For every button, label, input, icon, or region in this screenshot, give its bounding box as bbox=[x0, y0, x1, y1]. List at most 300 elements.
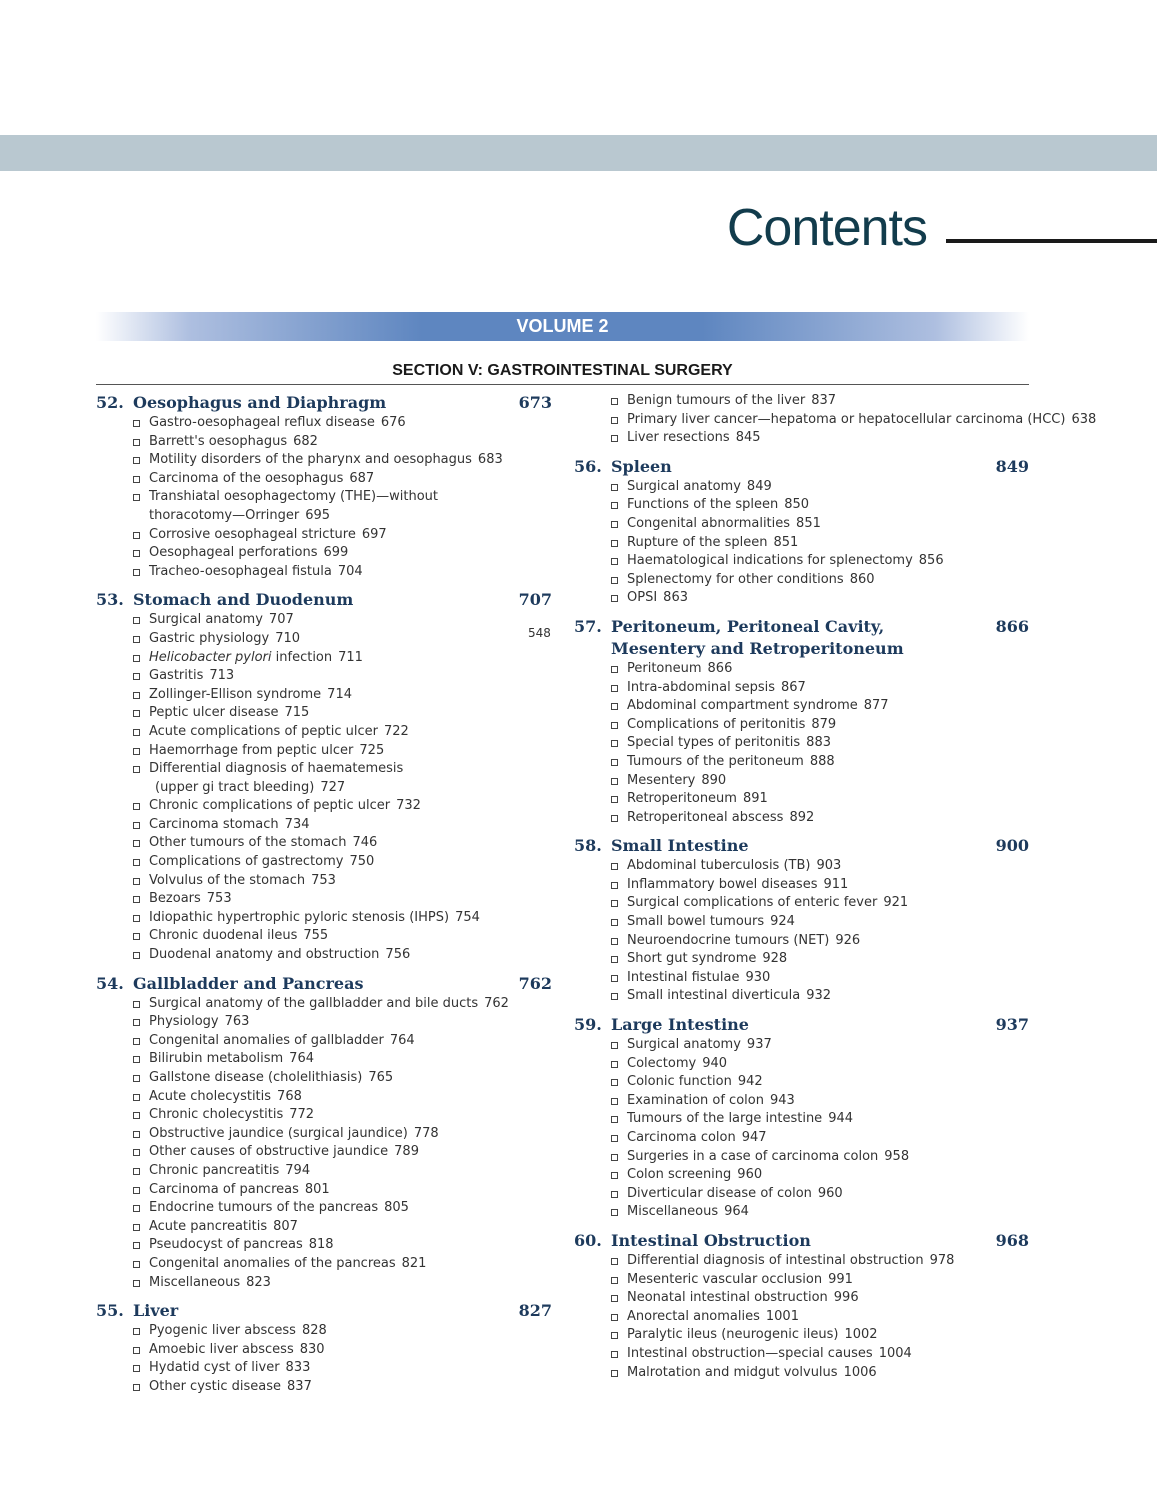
topic-text: Volvulus of the stomach 753 bbox=[149, 872, 336, 888]
topic-item bbox=[96, 544, 552, 563]
square-bullet-icon bbox=[133, 1224, 140, 1231]
topic-page: 768 bbox=[277, 1088, 302, 1104]
square-bullet-icon bbox=[133, 1328, 140, 1335]
topic-list bbox=[574, 478, 1029, 608]
topic-text: Chronic cholecystitis 772 bbox=[149, 1107, 315, 1123]
chapter-heading bbox=[96, 589, 552, 611]
chapter-title: Small Intestine bbox=[611, 836, 749, 856]
topic-item bbox=[96, 686, 552, 705]
topic-item bbox=[574, 1166, 1029, 1185]
topic-item bbox=[574, 932, 1029, 951]
square-bullet-icon bbox=[133, 1075, 140, 1082]
square-bullet-icon bbox=[133, 952, 140, 959]
topic-text: Barrett's oesophagus 682 bbox=[149, 433, 318, 449]
topic-item bbox=[96, 1181, 552, 1200]
topic-page: 755 bbox=[303, 928, 329, 944]
square-bullet-icon bbox=[133, 1094, 140, 1101]
topic-item bbox=[96, 563, 552, 582]
topic-text: Miscellaneous 964 bbox=[627, 1204, 749, 1220]
page-number: 548 bbox=[528, 626, 551, 640]
chapter-title: Oesophagus and Diaphragm bbox=[133, 393, 387, 412]
chapter-entry bbox=[96, 1300, 552, 1396]
square-bullet-icon bbox=[611, 1098, 618, 1105]
topic-page: 1006 bbox=[843, 1364, 877, 1380]
topic-page: 715 bbox=[284, 705, 310, 721]
topic-text: Gallstone disease (cholelithiasis) 765 bbox=[149, 1070, 394, 1085]
toc-column-left bbox=[96, 392, 552, 1397]
square-bullet-icon bbox=[611, 595, 618, 602]
square-bullet-icon bbox=[133, 1001, 140, 1008]
topic-text: Surgeries in a case of carcinoma colon 958 bbox=[627, 1148, 910, 1164]
square-bullet-icon bbox=[133, 439, 140, 446]
topic-page: 943 bbox=[769, 1092, 795, 1108]
square-bullet-icon bbox=[133, 550, 140, 557]
topic-item bbox=[574, 1252, 1029, 1271]
chapter-number: 55. bbox=[96, 1301, 124, 1321]
topic-item bbox=[574, 589, 1029, 608]
topic-text: Colonic function 942 bbox=[627, 1074, 763, 1090]
topic-page: 801 bbox=[304, 1181, 330, 1197]
topic-page: 818 bbox=[308, 1237, 334, 1253]
square-bullet-icon bbox=[611, 1042, 618, 1049]
topic-text: Other cystic disease 837 bbox=[149, 1378, 312, 1394]
header-band bbox=[0, 135, 1157, 171]
square-bullet-icon bbox=[611, 1172, 618, 1179]
square-bullet-icon bbox=[133, 1205, 140, 1212]
square-bullet-icon bbox=[133, 532, 140, 539]
topic-text: Motility disorders of the pharynx and oesophagus 683 bbox=[149, 452, 503, 468]
topic-page: 1004 bbox=[878, 1345, 912, 1361]
topic-item bbox=[574, 1308, 1029, 1327]
topic-page: 710 bbox=[275, 630, 301, 646]
square-bullet-icon bbox=[133, 476, 140, 483]
topic-item bbox=[574, 534, 1029, 553]
topic-item bbox=[574, 1036, 1029, 1055]
topic-item bbox=[96, 611, 552, 630]
chapter-entry bbox=[574, 616, 1029, 827]
topic-text: Gastro-oesophageal reflux disease 676 bbox=[149, 415, 406, 430]
topic-text: Rupture of the spleen 851 bbox=[627, 534, 799, 550]
topic-item bbox=[96, 909, 552, 928]
topic-page: 828 bbox=[301, 1323, 327, 1339]
topic-text: Diverticular disease of colon 960 bbox=[627, 1185, 843, 1201]
chapter-page: 673 bbox=[518, 393, 552, 412]
square-bullet-icon bbox=[611, 759, 618, 766]
topic-item bbox=[96, 1088, 552, 1107]
topic-item bbox=[96, 1032, 552, 1051]
topic-text: Special types of peritonitis 883 bbox=[627, 735, 831, 751]
page-title: Contents bbox=[726, 199, 927, 257]
square-bullet-icon bbox=[133, 1019, 140, 1026]
topic-text: Splenectomy for other conditions 860 bbox=[627, 571, 875, 587]
topic-text: Carcinoma of pancreas 801 bbox=[149, 1181, 330, 1197]
topic-text: Carcinoma colon 947 bbox=[627, 1130, 767, 1145]
volume-banner: VOLUME 2 bbox=[96, 312, 1029, 341]
topic-item bbox=[574, 1185, 1029, 1204]
topic-text: Gastritis 713 bbox=[149, 668, 235, 684]
chapter-page: 968 bbox=[995, 1230, 1029, 1250]
square-bullet-icon bbox=[611, 740, 618, 747]
chapter-title: Intestinal Obstruction bbox=[611, 1230, 811, 1250]
square-bullet-icon bbox=[611, 666, 618, 673]
topic-text: Mesentery 890 bbox=[627, 772, 727, 788]
topic-page: 921 bbox=[883, 895, 909, 911]
square-bullet-icon bbox=[611, 521, 618, 528]
topic-page: 695 bbox=[305, 507, 331, 523]
topic-page: 754 bbox=[455, 909, 480, 925]
square-bullet-icon bbox=[133, 1112, 140, 1119]
topic-page: 833 bbox=[285, 1360, 311, 1376]
topic-text: Tumours of the peritoneum 888 bbox=[627, 753, 835, 769]
topic-item bbox=[574, 552, 1029, 571]
chapter-number: 59. bbox=[574, 1015, 602, 1035]
topic-page: 928 bbox=[762, 951, 788, 967]
topic-text: Small bowel tumours 924 bbox=[627, 914, 795, 930]
topic-item bbox=[96, 451, 552, 470]
topic-item bbox=[574, 1326, 1029, 1345]
topic-item bbox=[574, 950, 1029, 969]
topic-item bbox=[574, 790, 1029, 809]
topic-item bbox=[96, 927, 552, 946]
topic-page: 764 bbox=[289, 1051, 314, 1067]
topic-list bbox=[96, 611, 552, 964]
chapter-number: 58. bbox=[574, 836, 602, 856]
topic-text: Surgical anatomy 849 bbox=[627, 478, 772, 494]
topic-page: 682 bbox=[293, 433, 318, 449]
topic-text: Abdominal compartment syndrome 877 bbox=[627, 698, 889, 714]
topic-page: 830 bbox=[299, 1341, 325, 1357]
topic-text: Carcinoma of the oesophagus 687 bbox=[149, 470, 375, 486]
topic-page: 687 bbox=[349, 470, 375, 486]
topic-text: Acute cholecystitis 768 bbox=[149, 1088, 302, 1104]
topic-page: 866 bbox=[707, 660, 733, 676]
topic-item bbox=[574, 1129, 1029, 1148]
topic-item bbox=[574, 1148, 1029, 1167]
square-bullet-icon bbox=[611, 417, 618, 424]
topic-text: Duodenal anatomy and obstruction 756 bbox=[149, 947, 411, 963]
topic-item bbox=[574, 969, 1029, 988]
chapter-heading bbox=[96, 392, 552, 414]
square-bullet-icon bbox=[133, 636, 140, 643]
chapter-entry bbox=[96, 392, 552, 581]
square-bullet-icon bbox=[611, 1258, 618, 1265]
square-bullet-icon bbox=[611, 1351, 618, 1358]
square-bullet-icon bbox=[611, 1154, 618, 1161]
topic-page: 850 bbox=[784, 497, 810, 513]
topic-item bbox=[96, 1125, 552, 1144]
topic-page: 823 bbox=[246, 1274, 271, 1290]
chapter-spacer bbox=[574, 448, 1029, 456]
square-bullet-icon bbox=[133, 655, 140, 662]
square-bullet-icon bbox=[611, 722, 618, 729]
chapter-heading bbox=[574, 456, 1029, 478]
topic-page: 888 bbox=[809, 753, 835, 769]
square-bullet-icon bbox=[133, 766, 140, 773]
square-bullet-icon bbox=[611, 882, 618, 889]
topic-item bbox=[574, 1055, 1029, 1074]
topic-text: OPSI 863 bbox=[627, 590, 688, 606]
topic-page: 727 bbox=[320, 779, 346, 795]
square-bullet-icon bbox=[133, 840, 140, 847]
topic-page: 734 bbox=[284, 816, 310, 832]
topic-text: Amoebic liver abscess 830 bbox=[149, 1341, 325, 1357]
topic-item bbox=[96, 816, 552, 835]
square-bullet-icon bbox=[133, 859, 140, 866]
topic-page: 924 bbox=[770, 914, 795, 930]
square-bullet-icon bbox=[611, 778, 618, 785]
topic-text: Colectomy 940 bbox=[627, 1055, 728, 1071]
topic-item bbox=[574, 1364, 1029, 1383]
topic-page: 725 bbox=[359, 742, 385, 758]
topic-item bbox=[96, 1069, 552, 1088]
topic-page: 851 bbox=[773, 534, 799, 550]
chapter-heading bbox=[574, 616, 1029, 660]
topic-text: Congenital anomalies of the pancreas 821 bbox=[149, 1255, 427, 1271]
square-bullet-icon bbox=[611, 1079, 618, 1086]
topic-item bbox=[574, 1203, 1029, 1222]
topic-page: 849 bbox=[746, 478, 772, 494]
topic-item bbox=[96, 723, 552, 742]
square-bullet-icon bbox=[611, 1061, 618, 1068]
topic-text: Transhiatal oesophagectomy (THE)—without bbox=[149, 489, 438, 505]
square-bullet-icon bbox=[611, 1116, 618, 1123]
topic-text: Mesenteric vascular occlusion 991 bbox=[627, 1271, 853, 1287]
topic-page: 722 bbox=[383, 723, 409, 739]
chapter-entry bbox=[574, 1014, 1029, 1222]
square-bullet-icon bbox=[133, 1131, 140, 1138]
topic-page: 805 bbox=[384, 1200, 409, 1216]
topic-text: Examination of colon 943 bbox=[627, 1092, 795, 1108]
topic-item bbox=[574, 913, 1029, 932]
title-rule bbox=[946, 239, 1157, 243]
square-bullet-icon bbox=[133, 896, 140, 903]
square-bullet-icon bbox=[133, 494, 140, 501]
topic-text: Benign tumours of the liver 837 bbox=[627, 393, 837, 408]
topic-item bbox=[574, 411, 1097, 430]
topic-continuation: (upper gi tract bleeding) 727 bbox=[155, 779, 346, 795]
topic-item bbox=[574, 772, 1029, 791]
topic-page: 753 bbox=[311, 872, 336, 888]
topic-text: Liver resections 845 bbox=[627, 430, 761, 446]
topic-item bbox=[96, 1162, 552, 1181]
topic-page: 765 bbox=[368, 1070, 394, 1085]
square-bullet-icon bbox=[133, 878, 140, 885]
chapter-number: 54. bbox=[96, 973, 124, 993]
topic-text: Differential diagnosis of haematemesis bbox=[149, 761, 404, 777]
topic-page: 860 bbox=[849, 571, 875, 587]
chapter-title: Stomach and Duodenum bbox=[133, 590, 354, 610]
topic-text: Surgical anatomy 707 bbox=[149, 612, 294, 628]
chapter-number: 57. bbox=[574, 616, 602, 636]
topic-text: Primary liver cancer—hepatoma or hepatocellular carcinoma (HCC) 638 bbox=[627, 411, 1097, 427]
topic-text: Differential diagnosis of intestinal obstruction 978 bbox=[627, 1252, 955, 1268]
topic-item bbox=[574, 987, 1029, 1006]
topic-page: 863 bbox=[663, 590, 688, 606]
topic-item bbox=[96, 760, 552, 797]
topic-text: Complications of gastrectomy 750 bbox=[149, 854, 375, 870]
chapter-title: Large Intestine bbox=[611, 1015, 749, 1035]
square-bullet-icon bbox=[133, 617, 140, 624]
topic-list bbox=[574, 1252, 1029, 1382]
topic-list bbox=[574, 857, 1029, 1006]
topic-page: 937 bbox=[746, 1037, 772, 1053]
square-bullet-icon bbox=[611, 956, 618, 963]
topic-item bbox=[96, 1359, 552, 1378]
chapter-spacer bbox=[96, 965, 552, 973]
topic-text: Intestinal fistulae 930 bbox=[627, 969, 771, 985]
topic-item bbox=[96, 667, 552, 686]
square-bullet-icon bbox=[133, 1261, 140, 1268]
topic-text: Neuroendocrine tumours (NET) 926 bbox=[627, 932, 861, 948]
topic-page: 807 bbox=[273, 1218, 298, 1234]
topic-item bbox=[96, 890, 552, 909]
chapter-title: Spleen bbox=[611, 456, 672, 476]
topic-item bbox=[96, 797, 552, 816]
square-bullet-icon bbox=[133, 457, 140, 464]
topic-page: 821 bbox=[401, 1255, 427, 1271]
chapter-page: 827 bbox=[518, 1301, 552, 1321]
topic-item bbox=[96, 488, 552, 525]
topic-page: 683 bbox=[477, 452, 503, 468]
square-bullet-icon bbox=[611, 993, 618, 1000]
topic-item bbox=[574, 1271, 1029, 1290]
square-bullet-icon bbox=[133, 822, 140, 829]
topic-text: Oesophageal perforations 699 bbox=[149, 545, 349, 561]
topic-page: 879 bbox=[811, 716, 837, 732]
topic-text: Other tumours of the stomach 746 bbox=[149, 835, 378, 851]
square-bullet-icon bbox=[133, 420, 140, 427]
topic-text: Paralytic ileus (neurogenic ileus) 1002 bbox=[627, 1327, 878, 1343]
topic-text: Corrosive oesophageal stricture 697 bbox=[149, 526, 387, 542]
topic-page: 890 bbox=[701, 772, 727, 788]
topic-item bbox=[96, 1274, 552, 1293]
chapter-page: 937 bbox=[995, 1015, 1029, 1035]
chapter-page: 762 bbox=[518, 973, 552, 993]
square-bullet-icon bbox=[611, 577, 618, 584]
topic-continuation: thoracotomy—Orringer 695 bbox=[149, 507, 331, 523]
square-bullet-icon bbox=[611, 685, 618, 692]
topic-page: 932 bbox=[806, 988, 832, 1004]
chapter-spacer bbox=[96, 1292, 552, 1300]
square-bullet-icon bbox=[133, 1242, 140, 1249]
chapter-heading bbox=[96, 973, 552, 995]
topic-page: 704 bbox=[337, 563, 363, 579]
topic-text: Hydatid cyst of liver 833 bbox=[149, 1360, 311, 1376]
chapter-spacer bbox=[574, 608, 1029, 616]
topic-text: Surgical anatomy 937 bbox=[627, 1037, 772, 1053]
topic-page: 891 bbox=[742, 791, 768, 807]
square-bullet-icon bbox=[611, 398, 618, 405]
topic-item bbox=[96, 742, 552, 761]
topic-page: 978 bbox=[929, 1252, 955, 1268]
topic-item bbox=[96, 630, 552, 649]
topic-list bbox=[96, 995, 552, 1293]
square-bullet-icon bbox=[133, 1187, 140, 1194]
topic-item bbox=[574, 1073, 1029, 1092]
topic-page: 1001 bbox=[765, 1308, 799, 1324]
square-bullet-icon bbox=[133, 1280, 140, 1287]
topic-item bbox=[96, 649, 552, 668]
topic-text: Haemorrhage from peptic ulcer 725 bbox=[149, 742, 385, 758]
topic-item bbox=[574, 716, 1029, 735]
topic-item bbox=[96, 1106, 552, 1125]
topic-list bbox=[574, 1036, 1029, 1222]
topic-text: Carcinoma stomach 734 bbox=[149, 816, 310, 832]
topic-text: Other causes of obstructive jaundice 789 bbox=[149, 1144, 419, 1160]
square-bullet-icon bbox=[133, 1365, 140, 1372]
toc-column-right bbox=[574, 392, 1097, 1382]
topic-item bbox=[574, 496, 1029, 515]
section-title: SECTION V: GASTROINTESTINAL SURGERY bbox=[392, 362, 733, 379]
topic-page: 991 bbox=[828, 1271, 853, 1287]
chapter-entry bbox=[574, 835, 1029, 1006]
topic-page: 856 bbox=[918, 553, 944, 569]
topic-page: 845 bbox=[735, 430, 761, 446]
topic-list bbox=[96, 1322, 552, 1396]
topic-text: Acute pancreatitis 807 bbox=[149, 1218, 298, 1234]
topic-text: Zollinger-Ellison syndrome 714 bbox=[149, 686, 352, 702]
topic-item bbox=[574, 392, 1029, 411]
topic-page: 944 bbox=[828, 1111, 854, 1127]
topic-item bbox=[96, 1322, 552, 1341]
topic-item bbox=[96, 1218, 552, 1237]
topic-text: Functions of the spleen 850 bbox=[627, 497, 810, 513]
topic-page: 714 bbox=[327, 686, 352, 702]
topic-text: Abdominal tuberculosis (TB) 903 bbox=[627, 858, 842, 874]
topic-page: 926 bbox=[835, 932, 861, 948]
chapter-title: Peritoneum, Peritoneal Cavity, Mesentery and Retroperitoneum bbox=[611, 616, 904, 658]
square-bullet-icon bbox=[611, 796, 618, 803]
chapter-number: 53. bbox=[96, 590, 124, 610]
topic-item bbox=[574, 515, 1029, 534]
square-bullet-icon bbox=[133, 748, 140, 755]
topic-page: 940 bbox=[702, 1055, 728, 1071]
topic-page: 877 bbox=[863, 698, 889, 714]
square-bullet-icon bbox=[133, 1168, 140, 1175]
topic-item bbox=[574, 753, 1029, 772]
topic-text: Intestinal obstruction—special causes 1004 bbox=[627, 1345, 912, 1361]
topic-item bbox=[574, 571, 1029, 590]
square-bullet-icon bbox=[133, 692, 140, 699]
topic-item bbox=[96, 704, 552, 723]
chapter-heading bbox=[574, 835, 1029, 857]
topic-page: 746 bbox=[352, 835, 378, 851]
square-bullet-icon bbox=[133, 915, 140, 922]
square-bullet-icon bbox=[133, 803, 140, 810]
chapter-heading bbox=[574, 1014, 1029, 1036]
topic-page: 713 bbox=[209, 668, 235, 684]
topic-text: Complications of peritonitis 879 bbox=[627, 716, 837, 732]
topic-item bbox=[96, 1050, 552, 1069]
topic-text: Congenital abnormalities 851 bbox=[627, 515, 821, 531]
topic-text: Bezoars 753 bbox=[149, 891, 232, 907]
topic-item bbox=[96, 433, 552, 452]
square-bullet-icon bbox=[133, 1056, 140, 1063]
topic-text: Miscellaneous 823 bbox=[149, 1274, 271, 1290]
topic-page: 778 bbox=[413, 1125, 439, 1141]
topic-item bbox=[574, 478, 1029, 497]
topic-item bbox=[574, 876, 1029, 895]
topic-page: 772 bbox=[289, 1107, 315, 1123]
square-bullet-icon bbox=[133, 933, 140, 940]
chapter-spacer bbox=[574, 1006, 1029, 1014]
topic-page: 911 bbox=[823, 876, 849, 892]
square-bullet-icon bbox=[611, 1332, 618, 1339]
chapter-spacer bbox=[574, 827, 1029, 835]
topic-page: 903 bbox=[816, 858, 842, 874]
topic-text: Intra-abdominal sepsis 867 bbox=[627, 679, 806, 695]
topic-page: 756 bbox=[385, 947, 411, 963]
